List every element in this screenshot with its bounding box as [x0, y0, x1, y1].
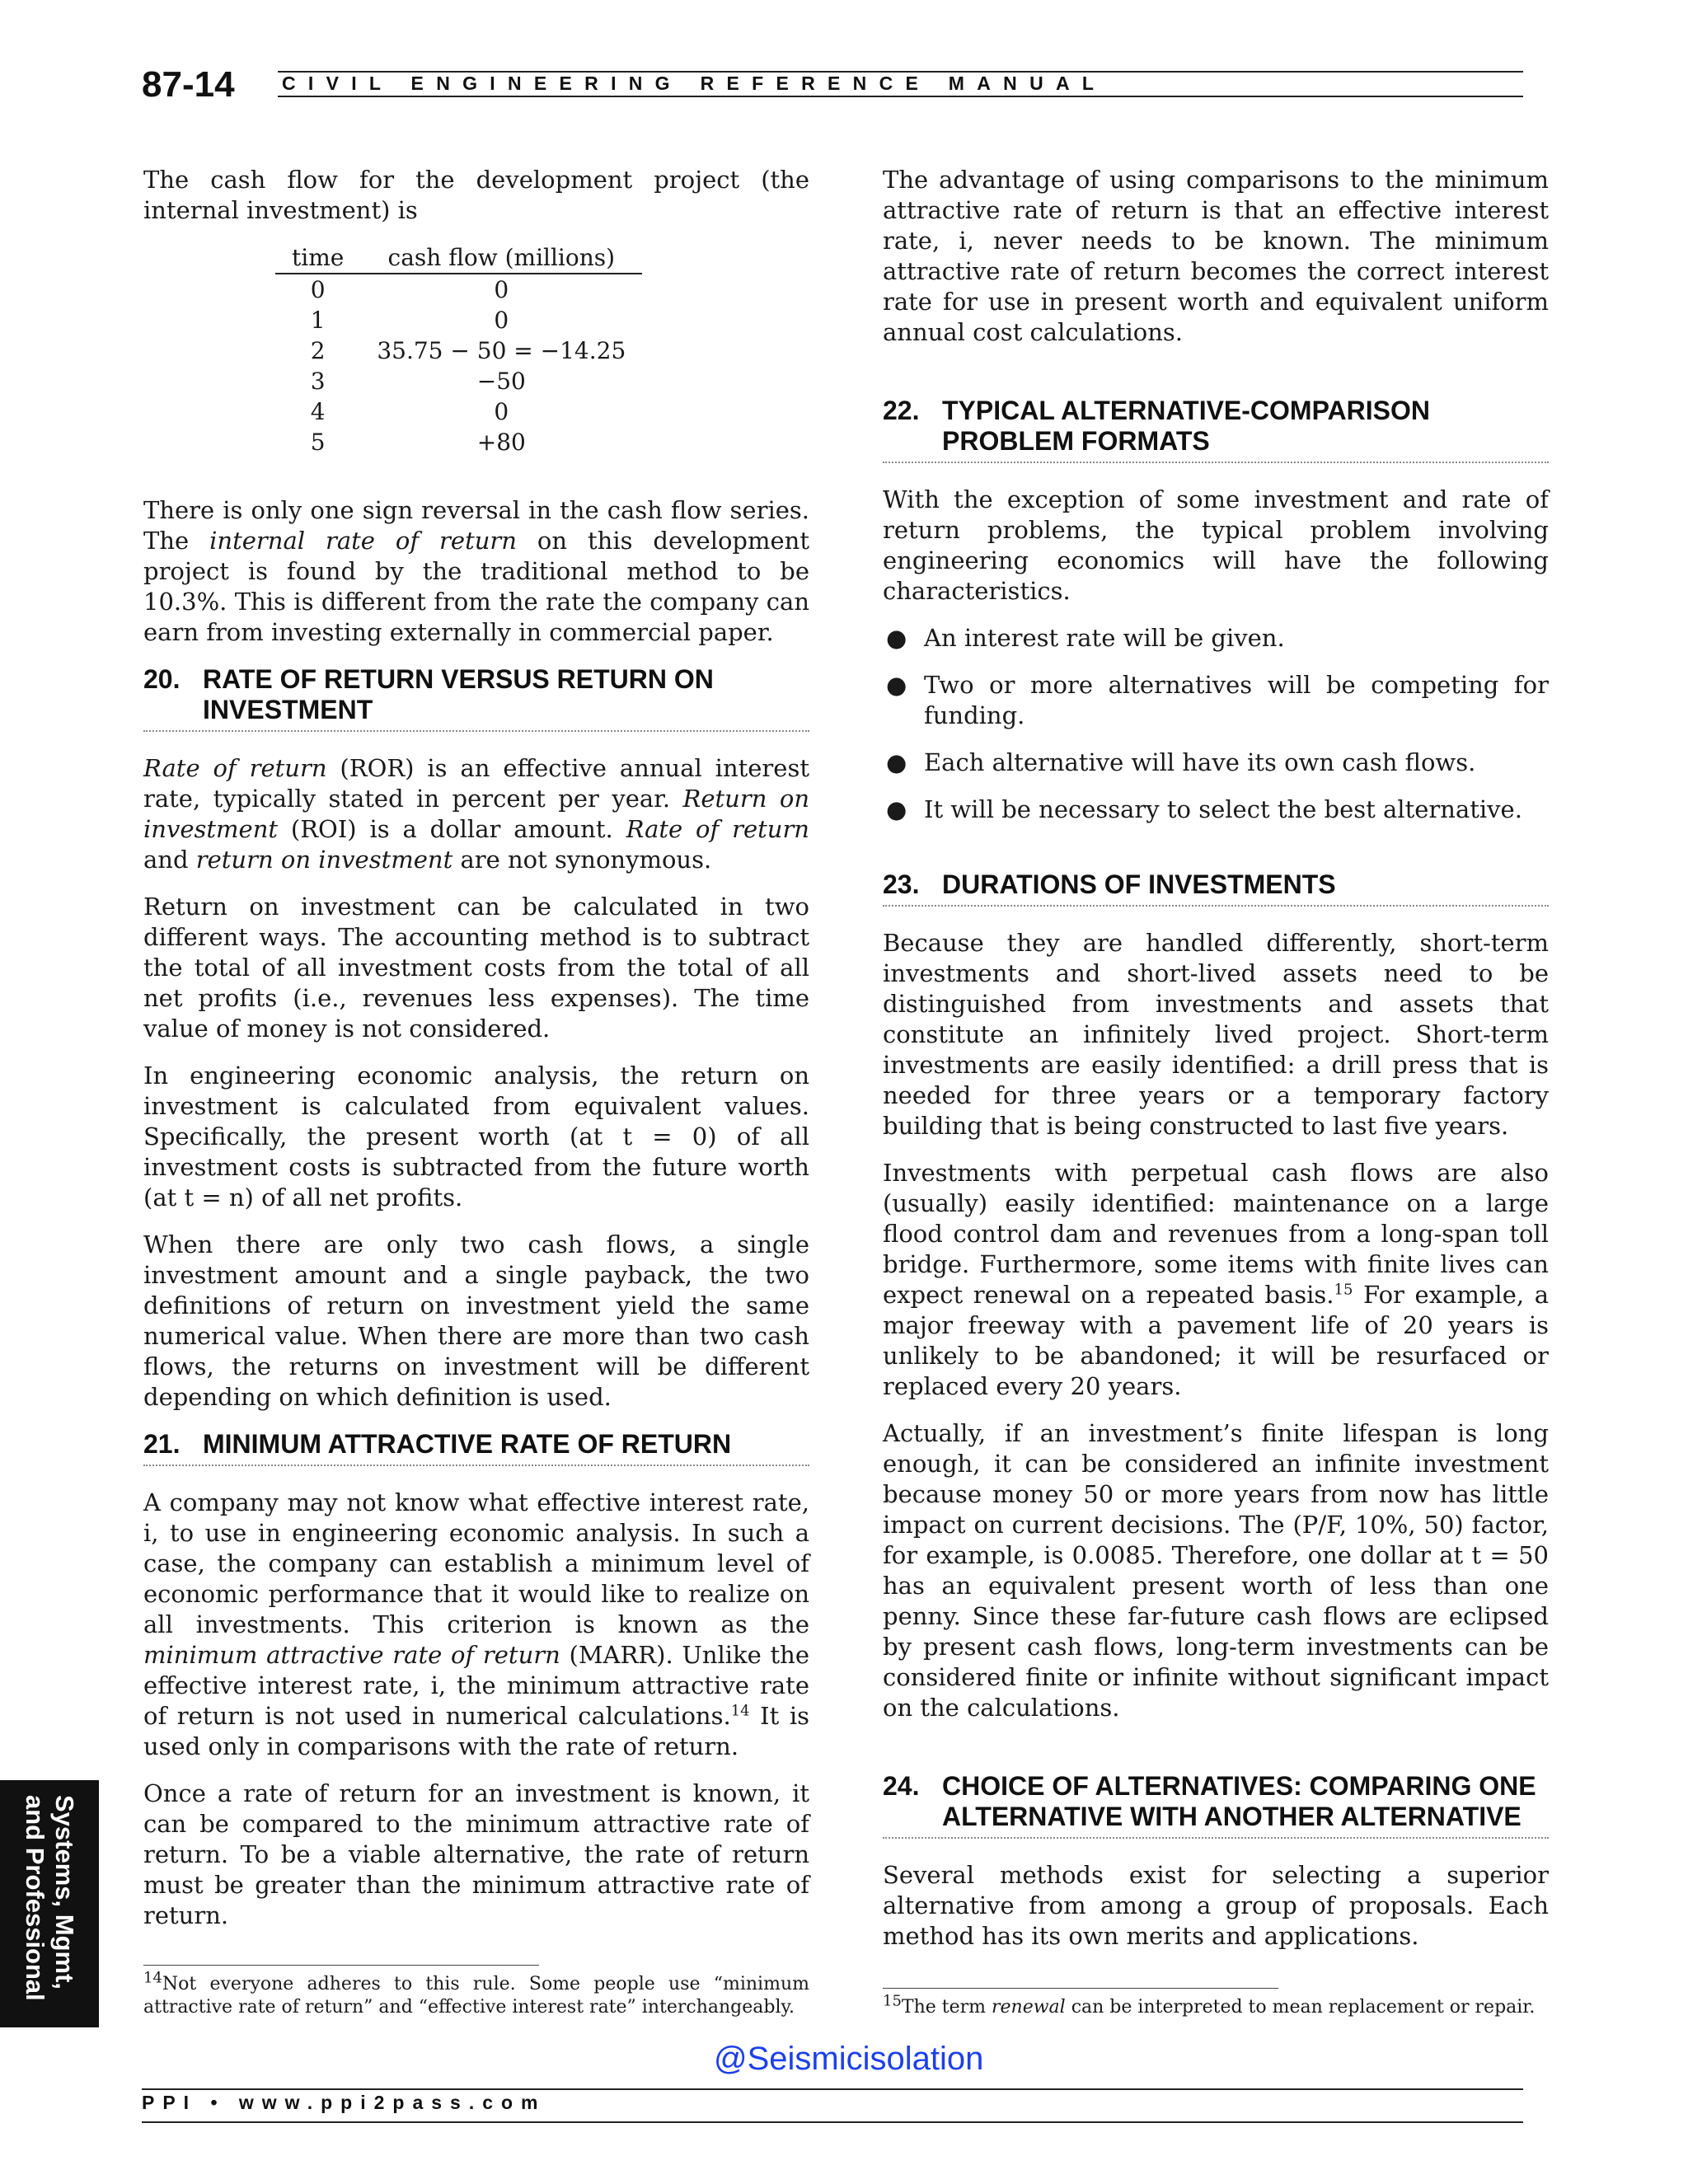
- characteristics-list: [883, 623, 1549, 825]
- text-run: on this development project is found by the traditional method to be 10.3%. This is different from the rate the company can earn from investing externally in commercial paper.: [143, 527, 809, 646]
- table-cell: 5: [310, 429, 326, 456]
- footnote-text: The term: [901, 1997, 992, 2018]
- footnote-number: 15: [883, 1992, 902, 2010]
- bullet-icon: ●: [886, 624, 907, 652]
- table-cell: 3: [310, 368, 326, 395]
- list-item: [883, 670, 1549, 731]
- marr-paragraph: [143, 1488, 809, 1762]
- roi-methods-paragraph: Return on investment can be calculated in two different ways. The accounting method is to subtract the total of all investment costs from the total of all net profits (i.e., revenues less expenses). The time value of money is not considered.: [143, 893, 809, 1043]
- text-run: (ROR) is an effective annual interest rate, typically stated in percent per year.: [143, 754, 809, 813]
- bullet-icon: ●: [886, 748, 907, 776]
- footnote-14: [143, 1969, 809, 2019]
- footnote-15: [883, 1992, 1549, 2019]
- text-run: (MARR). Unlike the effective interest rate, i, the minimum attractive rate of return is not used in numerical calculations.: [143, 1641, 809, 1730]
- section-heading-20: [143, 664, 809, 732]
- table-row: [275, 335, 642, 366]
- table-row: [275, 274, 642, 305]
- table-cell: +80: [476, 429, 526, 456]
- table-row: [275, 366, 642, 396]
- footer-text: PPI • www.ppi2pass.com: [142, 2092, 546, 2113]
- list-item: [883, 794, 1549, 825]
- section-number: 21.: [143, 1429, 181, 1459]
- side-tab-line: and Professional: [21, 1795, 49, 2001]
- cash-flow-table: [275, 242, 642, 457]
- section-title: MINIMUM ATTRACTIVE RATE OF RETURN: [203, 1429, 732, 1459]
- footnote-number: 14: [143, 1969, 162, 1987]
- text-run: (ROI) is a dollar amount.: [278, 815, 626, 843]
- section-heading-22: [883, 396, 1549, 463]
- footer-rule-top: [142, 2088, 1523, 2090]
- text-run: Investments with perpetual cash flows are also (usually) easily identified: maintenance on a large flood control dam and revenues from a long-span toll bridge. Furthermore, some items with finite lives can expect renewal on a repeated basis.: [883, 1159, 1549, 1309]
- table-row: [275, 427, 642, 457]
- side-tab-line: Systems, Mgmt,: [50, 1795, 79, 1990]
- text-run: are not synonymous.: [452, 846, 712, 874]
- page-header: [142, 64, 1523, 105]
- table-cell: 35.75 − 50 = −14.25: [377, 337, 626, 364]
- section-title: DURATIONS OF INVESTMENTS: [942, 869, 1336, 899]
- text-run: and: [143, 846, 196, 874]
- table-row: [275, 396, 642, 427]
- section-title: RATE OF RETURN VERSUS RETURN ON INVESTMENT: [203, 664, 714, 724]
- manual-title: CIVIL ENGINEERING REFERENCE MANUAL: [282, 73, 1107, 94]
- bullet-icon: ●: [886, 795, 907, 823]
- emphasis: minimum attractive rate of return: [143, 1641, 560, 1669]
- perpetual-paragraph: [883, 1158, 1549, 1402]
- page-number: 87-14: [142, 64, 235, 105]
- text-run: There is only one sign reversal in the cash flow series. The: [143, 496, 809, 555]
- list-item-text: Each alternative will have its own cash flows.: [924, 748, 1476, 776]
- footnote-rule: [143, 1965, 539, 1966]
- left-column: [143, 165, 809, 1947]
- text-run: It is used only in comparisons with the rate of return.: [143, 1702, 810, 1760]
- section-number: 20.: [143, 664, 181, 694]
- watermark: @Seismicisolation: [714, 2041, 984, 2077]
- table-cell: 2: [310, 337, 326, 364]
- methods-paragraph: Several methods exist for selecting a superior alternative from among a group of proposals. Each method has its own merits and applications.: [883, 1861, 1549, 1950]
- table-row: [275, 305, 642, 335]
- footnote-rule: [883, 1988, 1278, 1989]
- table-cell: 0: [494, 307, 509, 334]
- section-heading-21: [143, 1429, 809, 1466]
- emphasis: renewal: [992, 1997, 1066, 2018]
- equivalent-values-paragraph: In engineering economic analysis, the return on investment is calculated from equivalent values. Specifically, the present worth (at t = 0) of all investment costs is subtracted from the future worth (at t = n) of all net profits.: [143, 1062, 809, 1212]
- table-header-row: [275, 242, 642, 274]
- side-tab-label: [0, 1780, 99, 2027]
- section-number: 22.: [883, 396, 920, 425]
- finite-lifespan-paragraph: Actually, if an investment’s finite lifespan is long enough, it can be considered an infinite investment because money 50 or more years from now has little impact on current decisions. The (P/F, 10%, 50) factor, for example, is 0.0085. Therefore, one dollar at t = 50 has an equivalent present worth of less than one penny. Since these far-future cash flows are eclipsed by present cash flows, long-term investments can be considered finite or infinite without significant impact on the calculations.: [883, 1419, 1549, 1722]
- emphasis: Rate of return: [143, 754, 327, 782]
- list-item-text: Two or more alternatives will be competing for funding.: [924, 671, 1549, 729]
- section-heading-23: [883, 869, 1549, 907]
- footnote-ref[interactable]: 14: [730, 1702, 750, 1720]
- intro-paragraph: The cash flow for the development project (the internal investment) is: [143, 166, 809, 224]
- list-item-text: It will be necessary to select the best alternative.: [924, 795, 1522, 823]
- ror-paragraph: [143, 753, 809, 875]
- section-title: TYPICAL ALTERNATIVE-COMPARISON PROBLEM FORMATS: [942, 396, 1430, 456]
- emphasis: return on investment: [195, 846, 453, 874]
- footer-rule-bottom: [142, 2121, 1523, 2123]
- table-cell: −50: [476, 368, 526, 395]
- right-column: [883, 165, 1549, 1968]
- list-item-text: An interest rate will be given.: [924, 624, 1285, 652]
- table-cell: 0: [310, 276, 326, 303]
- two-cash-flows-paragraph: When there are only two cash flows, a single investment amount and a single payback, the two definitions of return on investment yield the same numerical value. When there are more than two cash flows, the returns on investment will be different depending on which definition is used.: [143, 1230, 809, 1411]
- table-cell: 1: [310, 307, 326, 334]
- table-header-cash-flow: cash flow (millions): [360, 242, 642, 274]
- viable-alternative-paragraph: Once a rate of return for an investment is known, it can be compared to the minimum attractive rate of return. To be a viable alternative, the rate of return must be greater than the minimum attractive rate of return.: [143, 1779, 809, 1929]
- marr-advantage-paragraph: The advantage of using comparisons to the minimum attractive rate of return is that an effective interest rate, i, never needs to be known. The minimum attractive rate of return becomes the correct interest rate for use in present worth and equivalent uniform annual cost calculations.: [883, 166, 1549, 346]
- side-thumb-tab: [0, 1780, 99, 2027]
- footnote-text: Not everyone adheres to this rule. Some people use “minimum attractive rate of return” and “effective interest rate” interchangeably.: [143, 1974, 809, 2018]
- section-number: 24.: [883, 1771, 920, 1801]
- header-rule-bottom: [278, 96, 1523, 97]
- list-item: [883, 748, 1549, 778]
- list-item: [883, 623, 1549, 654]
- characteristics-paragraph: With the exception of some investment and rate of return problems, the typical problem involving engineering economics will have the following characteristics.: [883, 485, 1549, 605]
- bullet-icon: ●: [886, 671, 907, 699]
- table-header-time: time: [275, 242, 360, 274]
- short-term-paragraph: Because they are handled differently, short-term investments and short-lived assets need to be distinguished from investments and assets that constitute an infinitely lived project. Short-term investments are easily identified: a drill press that is needed for three years or a temporary factory building that is being constructed to last five years.: [883, 929, 1549, 1140]
- footnote-text: can be interpreted to mean replacement or repair.: [1065, 1997, 1536, 2018]
- text-run: A company may not know what effective interest rate, i, to use in engineering economic analysis. In such a case, the company can establish a minimum level of economic performance that it would like to realize on all investments. This criterion is known as the: [143, 1488, 809, 1638]
- footnote-ref[interactable]: 15: [1334, 1281, 1353, 1299]
- table-cell: 0: [494, 276, 509, 303]
- table-cell: 0: [494, 398, 509, 425]
- section-heading-24: [883, 1771, 1549, 1839]
- text-run: For example, a major freeway with a pavement life of 20 years is unlikely to be abandoned; it will be resurfaced or replaced every 20 years.: [883, 1281, 1549, 1400]
- emphasis: internal rate of return: [209, 527, 517, 555]
- table-cell: 4: [310, 398, 326, 425]
- emphasis: Return on investment: [143, 785, 809, 843]
- section-title: CHOICE OF ALTERNATIVES: COMPARING ONE ALTERNATIVE WITH ANOTHER ALTERNATIVE: [942, 1771, 1536, 1831]
- irr-paragraph: [143, 495, 809, 648]
- section-number: 23.: [883, 869, 920, 899]
- emphasis: Rate of return: [626, 815, 809, 843]
